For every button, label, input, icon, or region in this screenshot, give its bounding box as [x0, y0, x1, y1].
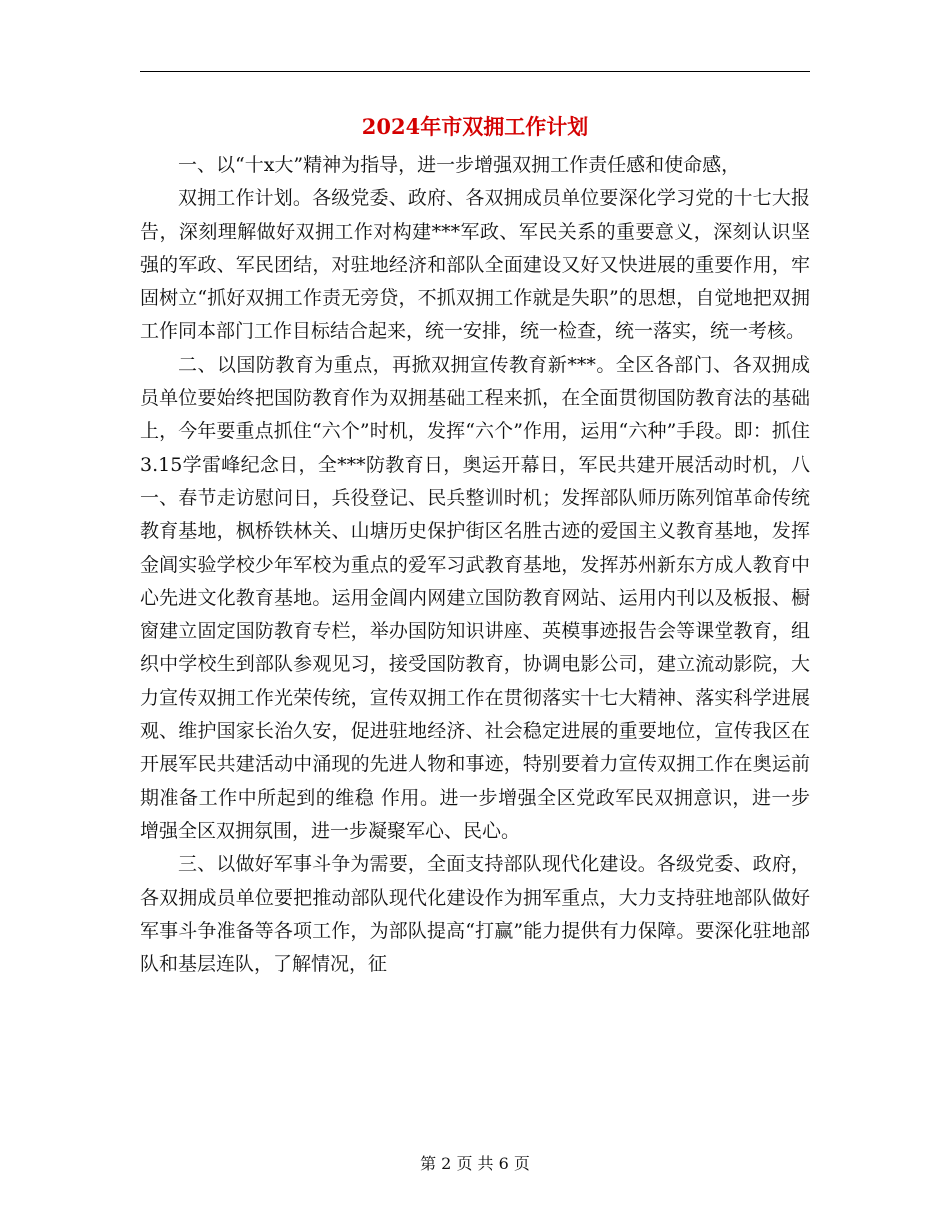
- paragraph-4: 三、以做好军事斗争为需要，全面支持部队现代化建设。各级党委、政府，各双拥成员单位要把推动部队现代化建设作为拥军重点，大力支持驻地部队做好军事斗争准备等各项工作，为部队提高“打赢”能力提供有力保障。要深化驻地部队和基层连队，了解情况，征: [140, 853, 810, 976]
- document-title: 2024年市双拥工作计划: [361, 114, 589, 139]
- document-body: [140, 149, 810, 981]
- header-rule: [140, 71, 810, 72]
- paragraph-2: 双拥工作计划。各级党委、政府、各双拥成员单位要深化学习党的十七大报告，深刻理解做好双拥工作对构建***军政、军民关系的重要意义，深刻认识坚强的军政、军民团结，对驻地经济和部队全面建设又好又快进展的重要作用，牢固树立“抓好双拥工作责无旁贷，不抓双拥工作就是失职”的思想，自觉地把双拥工作同本部门工作目标结合起来，统一安排，统一检查，统一落实，统一考核。: [140, 187, 810, 343]
- paragraph-3: 二、以国防教育为重点，再掀双拥宣传教育新***。全区各部门、各双拥成员单位要始终把国防教育作为双拥基础工程来抓，在全面贯彻国防教育法的基础上，今年要重点抓住“六个”时机，发挥“六个”作用，运用“六种”手段。即：抓住3.15学雷峰纪念日，全***防教育日，奥运开幕日，军民共建开展活动时机，八一、春节走访慰问日，兵役登记、民兵整训时机；发挥部队师历陈列馆革命传统教育基地，枫桥铁林关、山塘历史保护街区名胜古迹的爱国主义教育基地，发挥金阊实验学校少年军校为重点的爱军习武教育基地，发挥苏州新东方成人教育中心先进文化教育基地。运用金阊内网建立国防教育网站、运用内刊以及板报、橱窗建立固定国防教育专栏，举办国防知识讲座、英模事迹报告会等课堂教育，组织中学校生到部队参观见习，接受国防教育，协调电影公司，建立流动影院，大力宣传双拥工作光荣传统，宣传双拥工作在贯彻落实十七大精神、落实科学进展观、维护国家长治久安，促进驻地经济、社会稳定进展的重要地位，宣传我区在开展军民共建活动中涌现的先进人物和事迹，特别要着力宣传双拥工作在奥运前期准备工作中所起到的维稳 作用。进一步增强全区党政军民双拥意识，进一步增强全区双拥氛围，进一步凝聚军心、民心。: [140, 353, 810, 842]
- paragraph-1: 一、以“十x大”精神为指导，进一步增强双拥工作责任感和使命感，: [178, 154, 741, 176]
- page-number-footer: 第 2 页 共 6 页: [420, 1154, 530, 1173]
